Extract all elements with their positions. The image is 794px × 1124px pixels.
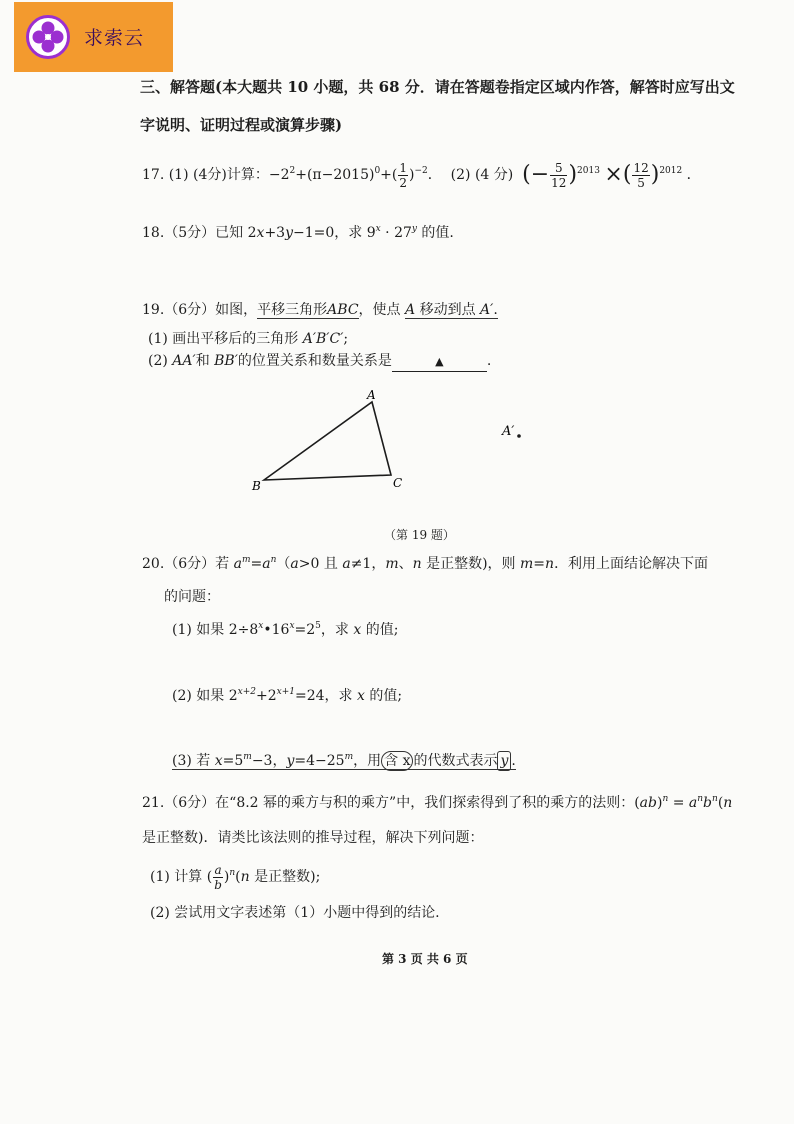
var: n: [545, 556, 555, 572]
expr: +(: [380, 167, 398, 183]
handwritten-box: y: [497, 751, 511, 771]
point-b-label: B: [252, 479, 261, 493]
numerator: 1: [399, 160, 408, 175]
triangle-name: A′B′C′: [302, 331, 344, 347]
q19-part1: [148, 330, 348, 348]
exponent: m: [241, 555, 251, 565]
q19-part2: [148, 352, 491, 372]
var: m: [385, 556, 399, 572]
q19-text: 平移三角形: [257, 302, 328, 318]
figure-caption: （第 19 题）: [384, 528, 455, 542]
handwritten-underline: [172, 753, 516, 770]
var-y: y: [285, 225, 293, 241]
point-label: A′: [480, 302, 494, 318]
var: n: [723, 795, 733, 811]
denominator: 12: [551, 175, 567, 190]
q20-text: =2: [294, 622, 316, 638]
exponent: x: [289, 621, 295, 631]
section-title-line1: 三、解答题(本大题共 10 小题，共 68 分．请在答题卷指定区域内作答，解答时应写出文: [140, 78, 735, 96]
q17-part2-label: (2) (4 分): [450, 167, 514, 183]
var: a: [342, 556, 351, 572]
question-18: [142, 224, 454, 242]
q21-line2: 是正整数)．请类比该法则的推导过程，解决下列问题：: [142, 830, 484, 846]
numerator: 12: [633, 160, 649, 175]
exponent: m: [243, 752, 252, 762]
section-title: [140, 78, 735, 96]
q20-text: ，用: [353, 753, 382, 769]
handwritten-underline: [405, 302, 498, 319]
q21-text: 21.（6分）在“8.2 幂的乘方与积的乘方”中，我们探索得到了积的乘方的法则：(: [142, 795, 640, 811]
exponent: x: [375, 224, 381, 234]
q20-text: 是正整数)，则: [421, 556, 521, 572]
denominator: b: [214, 877, 222, 892]
q19-text: 和: [195, 353, 215, 369]
var: a: [688, 795, 698, 811]
var: a: [290, 556, 299, 572]
triangle-name: ABC: [327, 302, 359, 318]
q21-part1: [150, 862, 320, 892]
exponent: −2: [414, 166, 428, 176]
q18-text: −1=0，求 9: [293, 225, 376, 241]
q21-text: ): [656, 795, 663, 811]
q21-text: =: [668, 795, 689, 811]
q20-part2: [172, 687, 402, 705]
q20-text: •16: [263, 622, 290, 638]
q18-text: · 27: [380, 225, 412, 241]
var: ab: [639, 795, 657, 811]
exponent: 2: [289, 166, 296, 176]
exponent: y: [411, 224, 417, 234]
exponent: n: [712, 794, 718, 804]
question-21: [142, 794, 732, 812]
segment-label: AA′: [172, 353, 196, 369]
q20-text: =: [250, 556, 263, 572]
q19-text: ，使点: [358, 302, 405, 318]
q20-text: ≠1，: [350, 556, 386, 572]
q20-text: =24，求: [294, 688, 357, 704]
section-title-cont: [140, 116, 342, 134]
exponent: 2012: [659, 166, 683, 176]
fraction-a-b: [213, 863, 223, 892]
fraction-12-5: [632, 161, 649, 190]
q19-text: 19.（6分）如图，: [142, 302, 258, 318]
exponent: x+2: [237, 687, 256, 697]
punct: ．: [686, 167, 701, 183]
q20-text: ．利用上面结论解决下面: [554, 556, 709, 572]
point-label: A: [405, 302, 416, 318]
q20-text: (2) 如果 2: [172, 688, 238, 704]
question-17: [142, 158, 701, 192]
handwritten-circle: 含 x: [381, 751, 413, 771]
var-x: x: [214, 753, 223, 769]
expr: −2: [268, 167, 290, 183]
var-x: x: [356, 688, 365, 704]
point-c-label: C: [393, 476, 403, 490]
segment-label: BB′: [214, 353, 238, 369]
q20-text: −3，: [251, 753, 287, 769]
q18-text: 18.（5分）已知 2: [142, 225, 257, 241]
exponent: x+1: [276, 687, 295, 697]
var: m: [520, 556, 534, 572]
q21-text: 是正整数);: [249, 869, 321, 885]
point-a-prime: [517, 434, 521, 438]
q20-text: =4−25: [294, 753, 345, 769]
q21-text: (: [717, 795, 724, 811]
q20-text: 的值;: [364, 688, 403, 704]
q17-part1-label: (1) (4分)计算：: [168, 167, 269, 183]
exponent: 2013: [577, 166, 600, 176]
exponent: n: [697, 794, 704, 804]
q20-text: =: [533, 556, 546, 572]
expr: ): [409, 167, 415, 183]
triangle-marker-icon: ▲: [435, 355, 444, 368]
paren: ): [650, 162, 660, 187]
q20-part1: [172, 621, 398, 639]
question-20: [142, 555, 708, 573]
q20-text: 的代数式表示: [413, 753, 498, 769]
paren: ): [568, 162, 578, 187]
q21-text: ): [223, 869, 230, 885]
q19-text: (2): [148, 353, 173, 369]
q20-text: (3) 若: [172, 753, 215, 769]
figure-19: [240, 380, 540, 520]
var-x: x: [256, 225, 265, 241]
var-y: y: [286, 753, 295, 769]
paren: (−: [522, 162, 550, 187]
triangle-abc: [264, 402, 391, 480]
q20-text: >0 且: [298, 556, 343, 572]
q20-text: =5: [222, 753, 244, 769]
point-a-label: A: [367, 388, 376, 402]
q20-text: 的值;: [361, 622, 399, 638]
q20-text: (1) 如果 2÷8: [172, 622, 259, 638]
punct: ;: [343, 331, 349, 347]
logo-text: 求索云: [84, 27, 145, 49]
fraction-one-half: [398, 161, 408, 190]
answer-blank[interactable]: [392, 352, 487, 372]
exponent: m: [344, 752, 354, 762]
question-number: 17.: [142, 167, 165, 183]
exponent: x: [258, 621, 264, 631]
q18-text: 的值.: [416, 225, 454, 241]
page-footer: 第 3 页 共 6 页: [382, 952, 468, 966]
brand-logo: [14, 2, 173, 72]
exponent: n: [270, 555, 277, 565]
q20-text: ，求: [320, 622, 354, 638]
question-19: [142, 301, 498, 319]
q20-text: （: [276, 556, 291, 572]
numerator: a: [214, 862, 222, 877]
punct: .: [486, 353, 492, 369]
var: n: [412, 556, 422, 572]
expr: +(π−2015): [295, 167, 375, 183]
exponent: 0: [374, 166, 381, 176]
var: a: [262, 556, 271, 572]
exponent: n: [662, 794, 669, 804]
exponent: n: [229, 868, 236, 878]
q18-text: +3: [264, 225, 286, 241]
q21-text: (1) 计算 (: [150, 869, 213, 885]
fraction-5-12: [550, 161, 567, 190]
q20-text: +2: [255, 688, 277, 704]
exponent: 5: [315, 621, 321, 631]
q20-text: 20.（6分）若: [142, 556, 234, 572]
punct: .: [493, 302, 498, 318]
handwritten-underline: [257, 302, 358, 319]
q19-text: 的位置关系和数量关系是: [237, 353, 392, 369]
q20-part3: [172, 751, 516, 771]
q19-text: 移动到点: [415, 302, 481, 318]
q21-part2: (2) 尝试用文字表述第（1）小题中得到的结论.: [150, 905, 440, 921]
section-title-line2: 字说明、证明过程或演算步骤): [140, 116, 343, 134]
point-a-prime-label: A′: [502, 424, 515, 439]
denominator: 5: [637, 175, 645, 190]
numerator: 5: [550, 161, 567, 176]
var: b: [703, 795, 713, 811]
q21-text: (: [235, 869, 241, 885]
times-paren: ×(: [604, 162, 632, 187]
var: n: [240, 869, 250, 885]
denominator: 2: [399, 175, 408, 190]
four-petal-flower-icon: [26, 15, 70, 59]
var-x: x: [353, 622, 362, 638]
punct: ．: [427, 167, 442, 183]
q19-text: (1) 画出平移后的三角形: [148, 331, 303, 347]
q20-line2: 的问题：: [164, 589, 220, 605]
punct: .: [511, 753, 516, 769]
q20-text: 、: [398, 556, 413, 572]
var: a: [233, 556, 242, 572]
